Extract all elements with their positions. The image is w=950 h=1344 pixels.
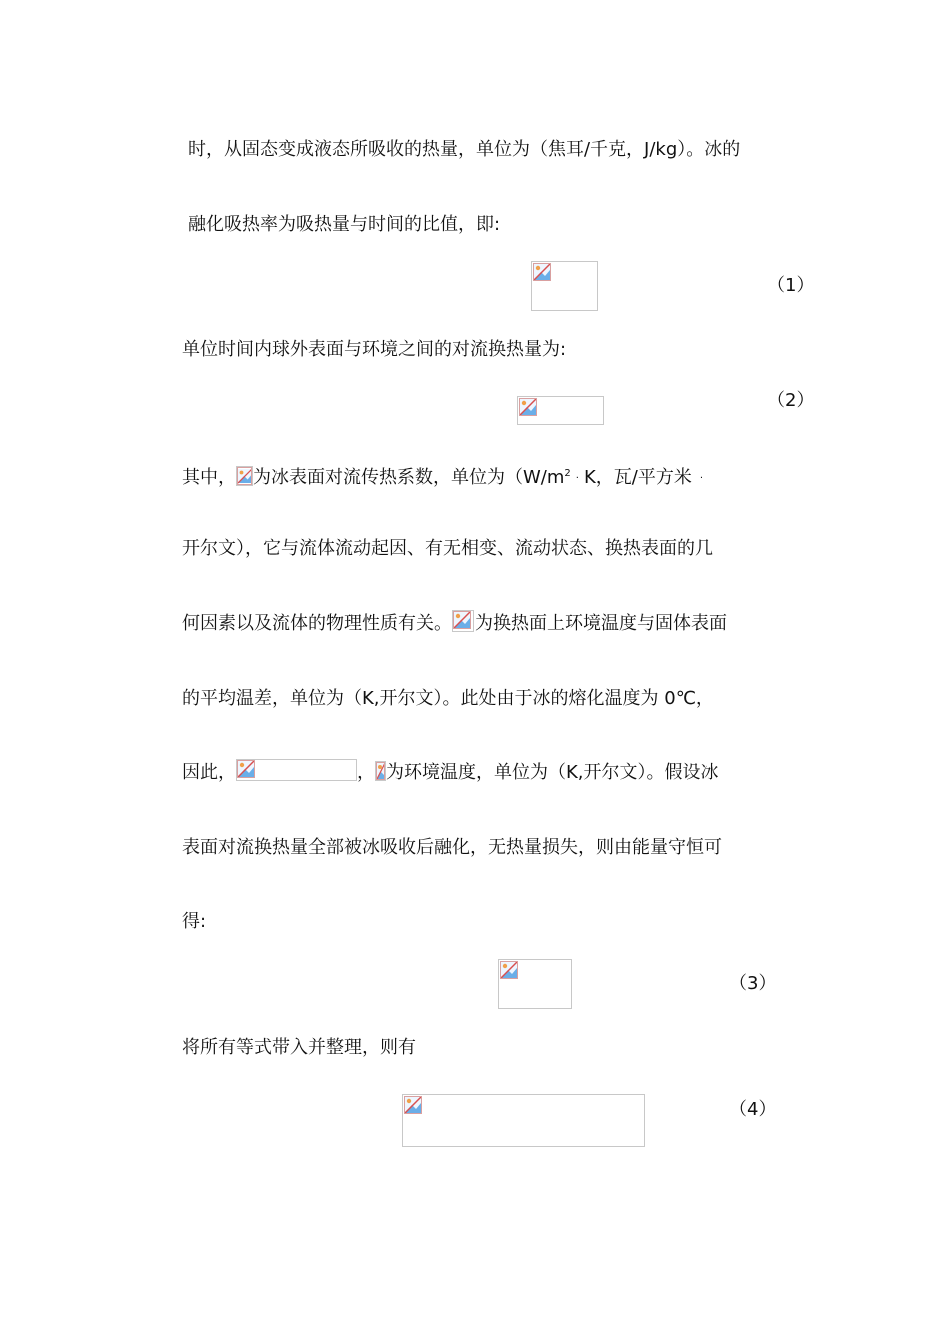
text-segment: 为换热面上环境温度与固体表面 xyxy=(475,613,727,634)
inline-symbol-image xyxy=(375,761,386,781)
paragraph-line xyxy=(182,460,703,493)
equation-number: （4） xyxy=(729,1099,777,1120)
text-segment: 因此， xyxy=(182,762,236,783)
broken-image-icon xyxy=(519,398,537,416)
paragraph-line: 的平均温差，单位为（K,开尔文）。此处由于冰的熔化温度为 0℃， xyxy=(182,688,714,709)
paragraph-line: 融化吸热率为吸热量与时间的比值，即: xyxy=(188,214,501,235)
paragraph-line: 单位时间内球外表面与环境之间的对流换热量为: xyxy=(182,339,567,360)
equation-image-2 xyxy=(517,396,604,425)
inline-symbol-image xyxy=(452,610,474,632)
broken-image-icon xyxy=(453,611,471,629)
middle-dot: · xyxy=(699,473,704,484)
equation-image-3 xyxy=(498,959,572,1009)
text-segment: ， xyxy=(357,762,375,783)
text-segment: 其中， xyxy=(182,467,236,488)
broken-image-icon xyxy=(376,762,385,780)
paragraph-line xyxy=(182,610,727,638)
inline-symbol-image xyxy=(236,466,253,486)
broken-image-icon xyxy=(237,760,255,778)
text-segment: 为冰表面对流传热系数，单位为（W/m xyxy=(253,467,565,488)
text-segment: 为环境温度，单位为（K,开尔文）。假设冰 xyxy=(386,762,719,783)
broken-image-icon xyxy=(533,263,551,281)
equation-image-4 xyxy=(402,1094,645,1147)
paragraph-line: 表面对流换热量全部被冰吸收后融化，无热量损失，则由能量守恒可 xyxy=(182,837,722,858)
text-segment: K，瓦/平方米 xyxy=(583,467,692,488)
broken-image-icon xyxy=(500,961,518,979)
equation-number: （1） xyxy=(767,275,815,296)
equation-number: （3） xyxy=(729,973,777,994)
paragraph-line: 开尔文），它与流体流动起因、有无相变、流动状态、换热表面的几 xyxy=(182,538,713,559)
middle-dot: · xyxy=(575,473,579,484)
paragraph-line: 得: xyxy=(182,911,207,932)
paragraph-line: 将所有等式带入并整理，则有 xyxy=(182,1037,416,1058)
superscript: 2 xyxy=(564,468,571,479)
text-segment: 何因素以及流体的物理性质有关。 xyxy=(182,613,452,634)
paragraph-line: 时，从固态变成液态所吸收的热量，单位为（焦耳/千克，J/kg）。冰的 xyxy=(188,139,741,160)
equation-image-1 xyxy=(531,261,598,311)
paragraph-line xyxy=(182,759,719,787)
broken-image-icon xyxy=(404,1096,422,1114)
equation-number: （2） xyxy=(767,390,815,411)
inline-equation-image xyxy=(236,759,357,781)
broken-image-icon xyxy=(237,467,252,485)
